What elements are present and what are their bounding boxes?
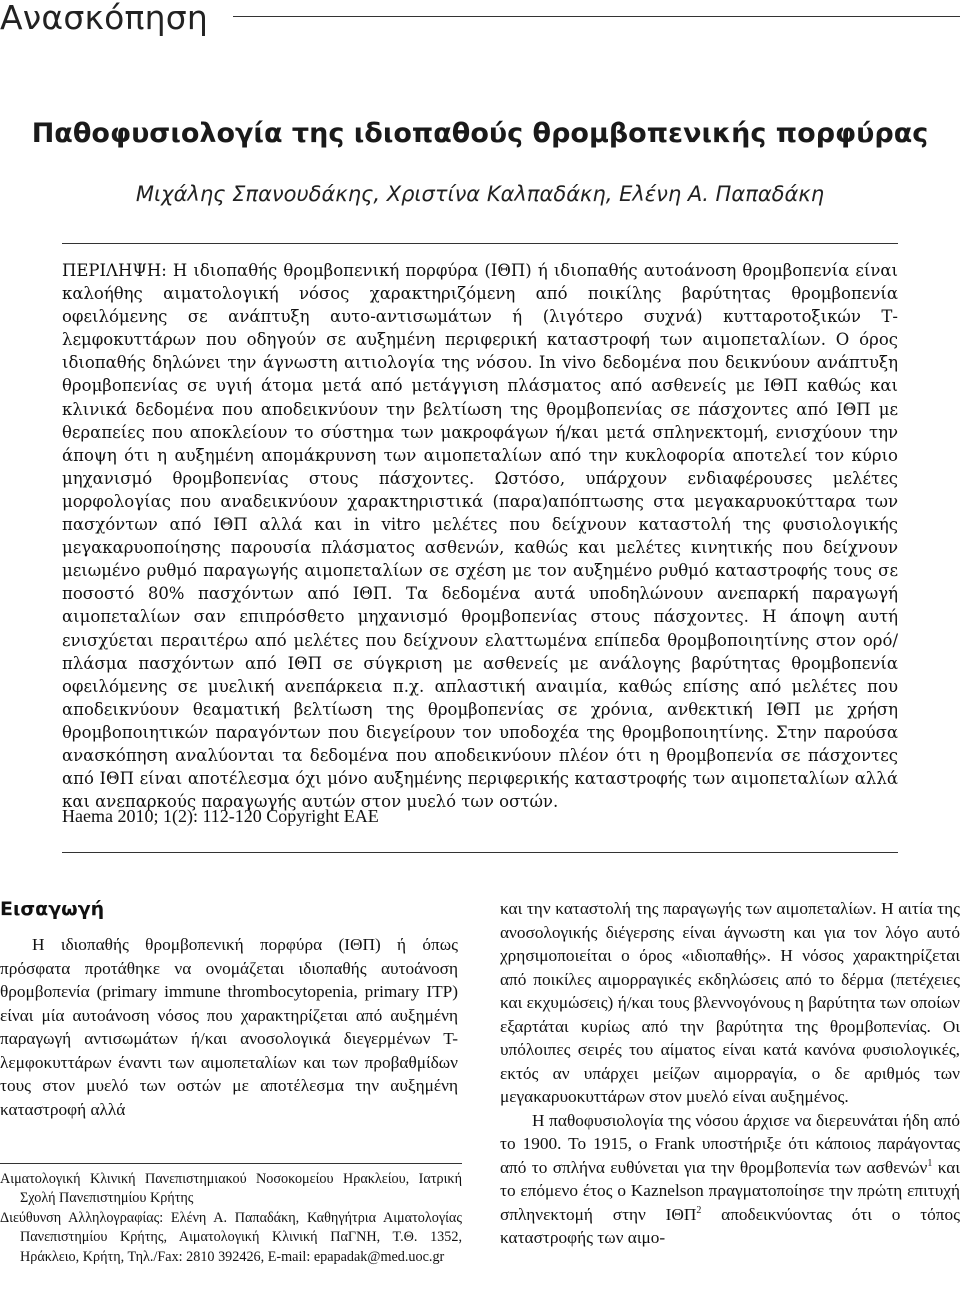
intro-paragraph-1: Η ιδιοπαθής θρομβοπενική πορφύρα (ΙΘΠ) ή όπως πρόσφατα προτάθηκε να ονομάζεται ιδιοπαθής αυτοάνοση θρομβοπενία (primary immune thrombocytopenia, primary ITP) είναι μία αυτοάνοση νόσος που χαρακτηρίζεται από αυξημένη παραγωγή αντισωμάτων ή/και ανοσολογικά διεγερμένων Τ-λεμφοκυττάρων έναντι των αιμοπεταλίων και των προβαθμίδων τους στον μυελό των οστών με αποτέλεσμα την αυξημένη καταστροφή αλλά [0, 935, 458, 1119]
intro-paragraph-1-continued: και την καταστολή της παραγωγής των αιμοπεταλίων. Η αιτία της ανοσολογικής διέγερσης είναι άγνωστη και για τον λόγο αυτό χρησιμοποιείται ο όρος «ιδιοπαθής». Η νόσος χαρακτηρίζεται από ποικίλες αιμορραγικές εκδηλώσεις από το δέρμα (πετέχειες και εκχυμώσεις) ή/και τους βλεννογόνους η βαρύτητα των οποίων εξαρτάται κυρίως από την βαρύτητα της θρομβοπενίας. Οι υπόλοιπες σειρές του αίματος είναι κατά κανόνα φυσιολογικές, εκτός αν υπάρχει μείζων αιμορραγία, ο δε αριθμός των μεγακαρυοκυττάρων στον μυελό είναι αυξημένος. [500, 899, 960, 1106]
header-rule [233, 16, 960, 17]
introduction-heading: Εισαγωγή [0, 898, 105, 920]
left-column [0, 933, 458, 1121]
affiliation-institution: Αιματολογική Κλινική Πανεπιστημιακού Νοσοκομείου Ηρακλείου, Ιατρική Σχολή Πανεπιστημίου Κρήτης [0, 1171, 462, 1207]
intro-paragraph-2-text-a: Η παθοφυσιολογία της νόσου άρχισε να διερευνάται ήδη από το 1900. Το 1915, ο Frank υποστήριξε ότι κάποιος παράγοντας από το σπλήνα ευθύνεται για την θρομβοπενία των ασθενών [500, 1110, 960, 1177]
intro-paragraph-2 [500, 1109, 960, 1250]
footnote-rule [0, 1163, 462, 1164]
citation: Haema 2010; 1(2): 112-120 Copyright ΕΑΕ [62, 806, 379, 826]
abstract-text: ΠΕΡΙΛΗΨΗ: Η ιδιοπαθής θρομβοπενική πορφύρα (ΙΘΠ) ή ιδιοπαθής αυτοάνοση θρομβοπενία είναι καλοήθης αιματολογική νόσος χαρακτηριζόμενη από ποικίλης βαρύτητας θρομβοπενία οφειλόμενης σε ανάπτυξη αυτο-αντισωμάτων ή (λιγότερο συχνά) κυτταροτοξικών Τ-λεμφοκυττάρων που οδηγούν σε αυξημένη περιφερική καταστροφή των αιμοπεταλίων. Ο όρος ιδιοπαθής δηλώνει την άγνωστη αιτιολογία της νόσου. In vivo δεδομένα που δεικνύουν ανάπτυξη θρομβοπενίας σε υγιή άτομα μετά από μετάγγιση πλάσματος από ασθενείς με ΙΘΠ καθώς και κλινικά δεδομένα που αποδεικνύουν την βελτίωση της θρομβοπενίας σε πάσχοντες από ΙΘΠ με θεραπείες που αποκλείουν το σύστημα των μακροφάγων ή/και μετά σπληνεκτομή, ενισχύουν την άποψη ότι η αυξημένη απομάκρυνση των αιμοπεταλίων από την κυκλοφορία αποτελεί τον κύριο μηχανισμό θρομβοπενίας στους πάσχοντες. Ωστόσο, υπάρχουν ενδιαφέρουσες μελέτες μορφολογίας που αναδεικνύουν χαρακτηριστικά (παρα)απόπτωσης στα μεγακαρυοκύτταρα των πασχόντων από ΙΘΠ αλλά και in vitro μελέτες που δείχνουν καταστολή της φυσιολογικής μεγακαρυοποίησης παρουσία πλάσματος ασθενών, καθώς και μελέτες κινητικής που δείχνουν μειωμένο ρυθμό παραγωγής αιμοπεταλίων σε σχέση με τον αυξημένο ρυθμό καταστροφής τους σε ποσοστό 80% πασχόντων από ΙΘΠ. Τα δεδομένα αυτά υποδηλώνουν ανεπαρκή παραγωγή αιμοπεταλίων σαν επιπρόσθετο μηχανισμό θρομβοπενίας στους πάσχοντες. Η άποψη αυτή ενισχύεται περαιτέρω από μελέτες που δείχνουν ελαττωμένα επίπεδα θρομβοποιητίνης στον ορό/πλάσμα πασχόντων από ΙΘΠ σε σύγκριση με ασθενείς με ανάλογης βαρύτητας θρομβοπενία οφειλόμενης σε μυελική ανεπάρκεια π.χ. απλαστική αναιμία, καθώς επίσης από μελέτες που αποδεικνύουν θεαματική βελτίωση της θρομβοπενίας σε χρόνια, ανθεκτική ΙΘΠ με χρήση θρομβοποιητικών παραγόντων που διεγείρουν τον υποδοχέα της θρομβοποιητίνης. Στην παρούσα ανασκόπηση αναλύονται τα δεδομένα που αποδεικνύουν πλέον ότι η θρομβοπενία σε πάσχοντες από ΙΘΠ είναι αποτέλεσμα όχι μόνο αυξημένης περιφερικής καταστροφής των αιμοπεταλίων αλλά και ανεπαρκούς παραγωγής αυτών στον μυελό των οστών. [62, 261, 898, 812]
right-column [500, 897, 960, 1250]
article-authors: Μιχάλης Σπανουδάκης, Χριστίνα Καλπαδάκη, Ελένη Α. Παπαδάκη [135, 182, 825, 206]
affiliation-correspondence: Διεύθυνση Αλληλογραφίας: Ελένη Α. Παπαδάκη, Καθηγήτρια Αιματολογίας Πανεπιστημίου Κρήτης, Αιματολογική Κλινική ΠαΓΝΗ, Τ.Θ. 1352, Ηράκλειο, Κρήτη, Τηλ./Fax: 2810 392426, E-mail: epapadak@med.uoc.gr [0, 1209, 462, 1265]
intro-paragraph-2-text-c: αποδεικνύοντας ότι ο τόπος καταστροφής των αιμο- [500, 1204, 960, 1247]
affiliations [0, 1170, 462, 1267]
abstract-bottom-rule [62, 852, 898, 853]
section-label: Ανασκόπηση [0, 0, 208, 37]
article-title: Παθοφυσιολογία της ιδιοπαθούς θρομβοπενικής πορφύρας [31, 118, 929, 149]
abstract-top-rule [62, 243, 898, 244]
reference-2[interactable]: 2 [696, 1204, 702, 1216]
intro-paragraph-2-text-b: και το επόμενο έτος ο Kaznelson πραγματοποίησε την πρώτη επιτυχή σπληνεκτομή στην ΙΘΠ [500, 1157, 960, 1224]
reference-1[interactable]: 1 [927, 1157, 933, 1169]
